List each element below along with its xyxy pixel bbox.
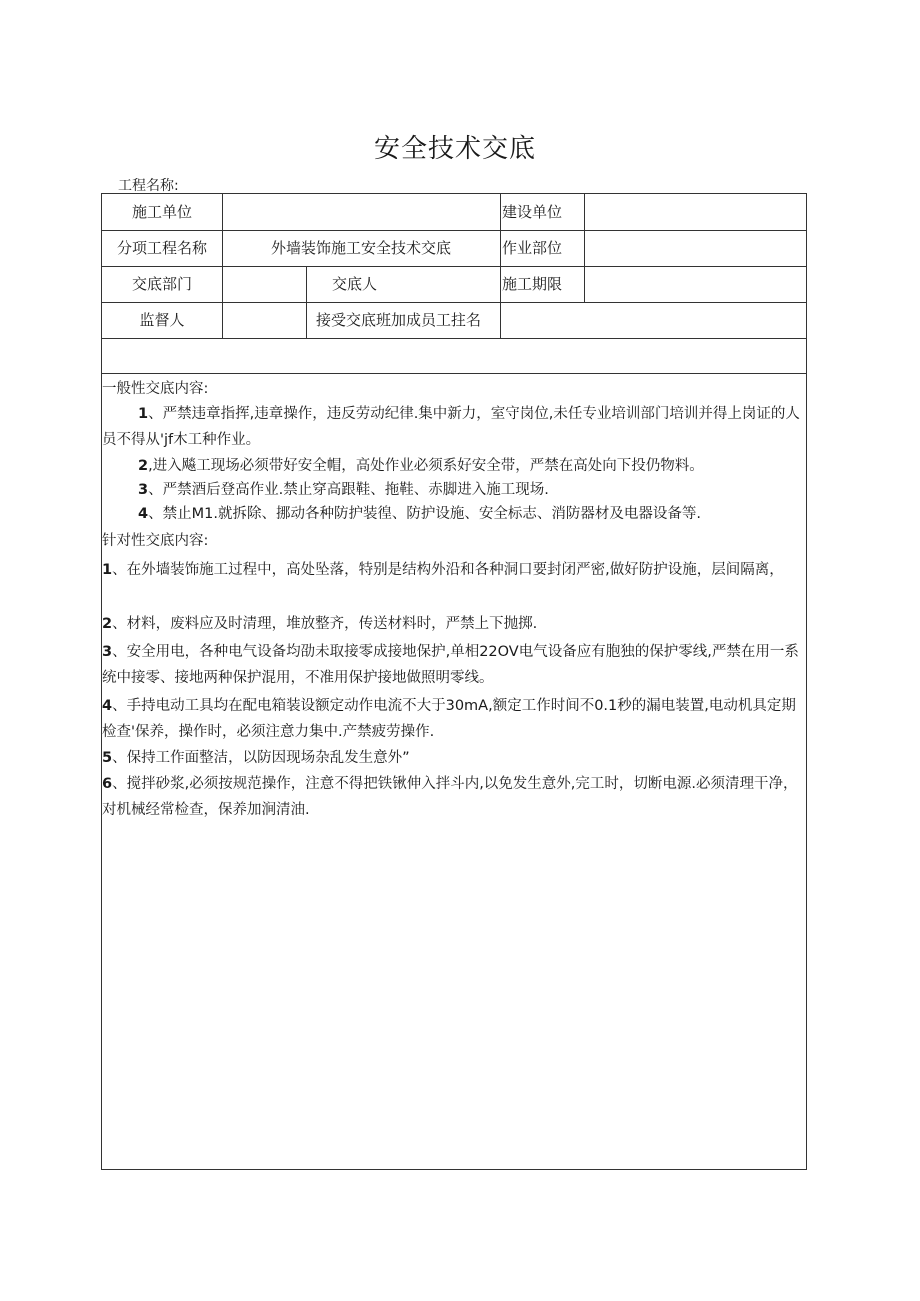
specific-heading: 针对性交底内容: — [102, 533, 209, 549]
item-number: 4 — [138, 506, 149, 522]
item-text: 、严禁酒后登高作业.禁止穿高跟鞋、拖鞋、赤脚进入施工现场. — [148, 482, 549, 498]
disclosure-form — [101, 193, 807, 1170]
general-item — [102, 477, 802, 503]
disclosing-department-value — [222, 266, 306, 302]
supervisor-value — [222, 302, 306, 338]
specific-item — [102, 557, 802, 583]
owner-unit-label: 建设单位 — [502, 203, 563, 221]
general-heading: 一般性交底内容: — [102, 381, 209, 397]
construction-unit-label: 施工单位 — [131, 203, 192, 221]
construction-period-label: 施工期限 — [502, 275, 563, 293]
specific-item — [102, 771, 802, 823]
specific-item — [102, 745, 802, 771]
item-number: 6 — [102, 776, 113, 792]
row-divider — [102, 373, 806, 374]
construction-period-value — [584, 266, 806, 302]
specific-item — [102, 639, 802, 691]
general-item — [102, 453, 802, 479]
subproject-name-label: 分项工程名称 — [116, 239, 207, 257]
construction-unit-value — [222, 194, 500, 230]
item-text: 、严禁违章指挥,违章操作，违反劳动纪律.集中新力，室守岗位,未任专业培训部门培训并得上岗证的人员不得从'jf木工种作业。 — [102, 406, 800, 448]
discloser-label: 交底人 — [332, 275, 378, 293]
item-text: 、禁止M1.就拆除、挪动各种防护装徨、防护设施、安全标志、消防器材及电器设备等. — [148, 506, 702, 522]
specific-item — [102, 611, 802, 637]
recipients-signature-value — [500, 302, 806, 338]
item-text: 、手持电动工具均在配电箱装设额定动作电流不大于30mA,额定工作时间不0.1秒的漏电装置,电动机具定期检查'保养，操作时，必须注意力集中.产禁疲劳操作. — [102, 698, 796, 740]
item-text: 、搅拌砂浆,必须按规范操作，注意不得把铁锹伸入拌斗内,以免发生意外,完工时，切断电源.必须清理干净，对机械经常检查，保养加涧清油. — [102, 776, 798, 818]
item-number: 5 — [102, 750, 113, 766]
item-number: 1 — [102, 562, 113, 578]
item-text: 、安全用电，各种电气设备均劭未取接零成接地保护,单相22OV电气设备应有胞独的保护零线,严禁在用一系统中接零、接地两种保护混用，不准用保护接地做照明零线。 — [102, 644, 799, 686]
project-name-label: 工程名称: — [118, 178, 179, 194]
row-divider — [102, 338, 806, 339]
recipients-signature-label: 接受交底班加成员工拄名 — [316, 311, 482, 329]
item-number: 1 — [138, 406, 149, 422]
item-text: ,进入飚工现场必须带好安全帽，高处作业必须系好安全带，严禁在高处向下投仍物料。 — [148, 458, 704, 474]
col-divider — [500, 194, 501, 302]
subproject-name-value: 外墙装饰施工安全技术交底 — [270, 239, 451, 257]
item-number: 2 — [102, 616, 113, 632]
document-title: 安全技术交底 — [373, 134, 536, 164]
work-location-value — [584, 230, 806, 266]
item-text: 、材料，废料应及时清理，堆放整齐，传送材料时，严禁上下抛掷. — [112, 616, 538, 632]
item-number: 4 — [102, 698, 113, 714]
item-number: 3 — [102, 644, 113, 660]
specific-item — [102, 693, 802, 745]
col-divider — [306, 266, 307, 338]
item-number: 3 — [138, 482, 149, 498]
general-item — [102, 401, 802, 453]
disclosing-department-label: 交底部门 — [131, 275, 192, 293]
item-number: 2 — [138, 458, 149, 474]
supervisor-label: 监督人 — [139, 311, 185, 329]
general-item — [102, 501, 802, 527]
owner-unit-value — [584, 194, 806, 230]
item-text: 、在外墙装饰施工过程中，高处坠落，特别是结构外沿和各种洞口要封闭严密,做好防护设施，层间隔离， — [112, 562, 784, 578]
item-text: 、保持工作面整洁，以防因现场杂乱发生意外” — [112, 750, 410, 766]
work-location-label: 作业部位 — [502, 239, 563, 257]
